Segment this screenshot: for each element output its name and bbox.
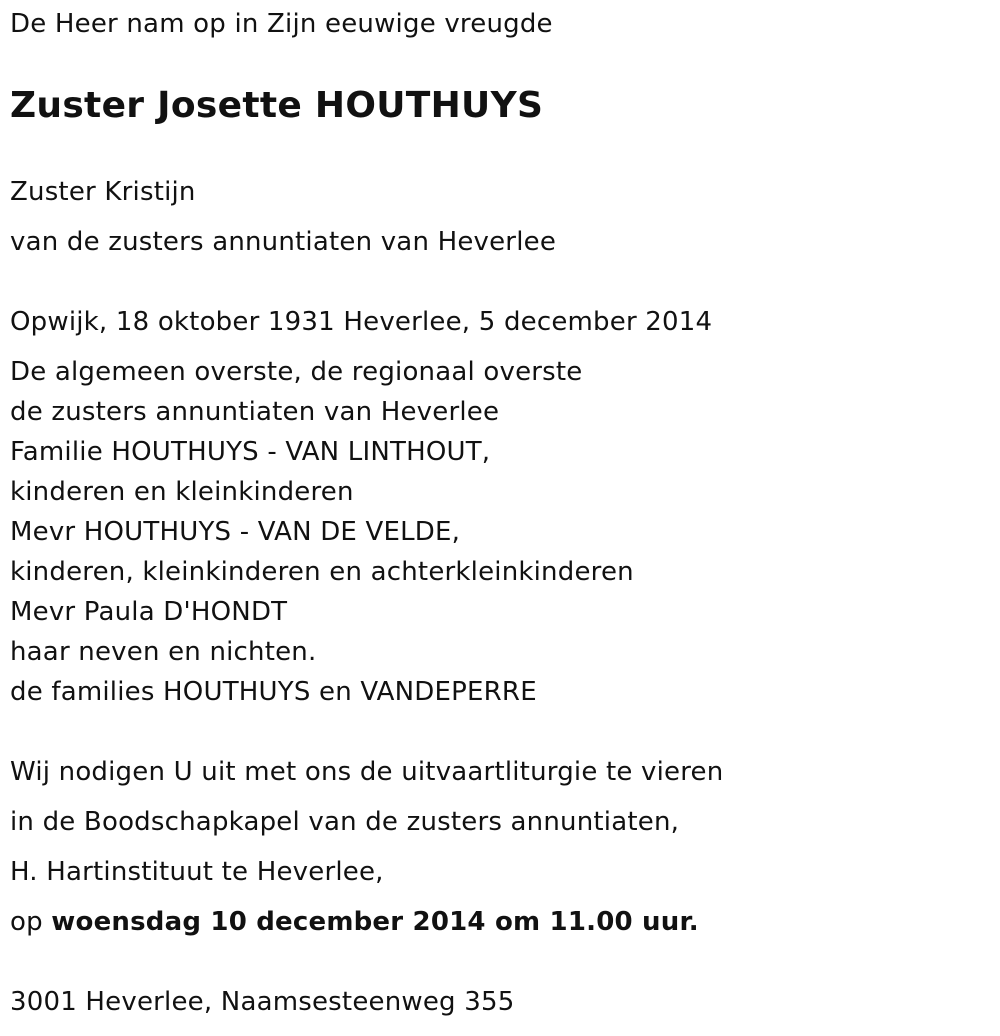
- mourner-line: Familie HOUTHUYS - VAN LINTHOUT,: [10, 437, 491, 467]
- mourner-line: kinderen, kleinkinderen en achterkleinkinderen: [10, 557, 634, 587]
- deceased-name: Zuster Josette HOUTHUYS: [10, 85, 544, 126]
- opening-line: De Heer nam op in Zijn eeuwige vreugde: [10, 9, 553, 39]
- invitation-datetime-line: [10, 906, 699, 938]
- religious-name: Zuster Kristijn: [10, 177, 196, 207]
- birth-death-line: Opwijk, 18 oktober 1931 Heverlee, 5 december 2014: [10, 307, 713, 337]
- mourner-line: haar neven en nichten.: [10, 637, 317, 667]
- mourner-line: de families HOUTHUYS en VANDEPERRE: [10, 677, 537, 707]
- congregation-line: van de zusters annuntiaten van Heverlee: [10, 227, 557, 257]
- mourner-line: De algemeen overste, de regionaal overste: [10, 357, 583, 387]
- invitation-line: Wij nodigen U uit met ons de uitvaartliturgie te vieren: [10, 757, 724, 787]
- invitation-location-line: in de Boodschapkapel van de zusters annuntiaten,: [10, 807, 680, 837]
- mourner-line: Mevr HOUTHUYS - VAN DE VELDE,: [10, 517, 461, 547]
- mourner-line: kinderen en kleinkinderen: [10, 477, 354, 507]
- invitation-institute-line: H. Hartinstituut te Heverlee,: [10, 857, 384, 887]
- mourner-line: de zusters annuntiaten van Heverlee: [10, 397, 500, 427]
- datetime-prefix: op: [10, 907, 43, 937]
- address-line: 3001 Heverlee, Naamsesteenweg 355: [10, 987, 515, 1017]
- funeral-datetime: woensdag 10 december 2014 om 11.00 uur.: [51, 907, 699, 937]
- mourner-line: Mevr Paula D'HONDT: [10, 597, 288, 627]
